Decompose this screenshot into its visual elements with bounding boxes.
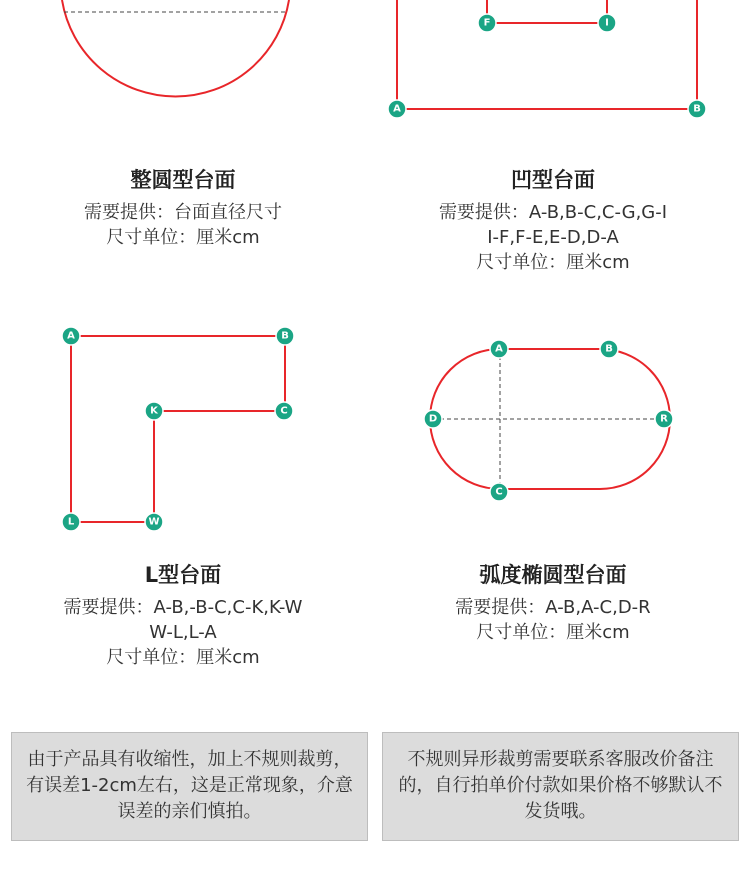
concave-outer-edge bbox=[397, 0, 697, 109]
point-a-label: A bbox=[495, 343, 503, 355]
concave-requirement-cont: I-F,F-E,E-D,D-A bbox=[487, 227, 619, 248]
concave-shape bbox=[388, 0, 706, 118]
point-d bbox=[424, 410, 442, 428]
point-c-label: C bbox=[280, 405, 288, 417]
round-title: 整圆型台面 bbox=[130, 168, 236, 192]
round-edge bbox=[62, 0, 289, 96]
round-unit: 尺寸单位：厘米cm bbox=[106, 227, 260, 248]
point-k-label: K bbox=[150, 405, 158, 417]
point-b bbox=[600, 340, 618, 358]
point-r-label: R bbox=[660, 413, 668, 425]
point-b-label: B bbox=[281, 330, 289, 342]
point-c bbox=[275, 402, 293, 420]
l-title: L型台面 bbox=[144, 563, 222, 587]
point-a-label: A bbox=[67, 330, 75, 342]
oval-caption bbox=[378, 561, 728, 645]
concave-title: 凹型台面 bbox=[511, 168, 595, 192]
point-b-label: B bbox=[605, 343, 613, 355]
point-b bbox=[276, 327, 294, 345]
point-l-label: L bbox=[67, 516, 75, 528]
point-w bbox=[145, 513, 163, 531]
l-shape-edge bbox=[71, 336, 288, 522]
round-shape bbox=[62, 0, 289, 96]
concave-inner-edge bbox=[487, 0, 607, 23]
l-unit: 尺寸单位：厘米cm bbox=[106, 647, 260, 668]
error-tolerance-note: 由于产品具有收缩性，加上不规则裁剪，有误差1-2cm左右，这是正常现象，介意误差的亲们慎拍。 bbox=[11, 732, 368, 841]
oval-requirement: 需要提供：A-B,A-C,D-R bbox=[455, 597, 651, 618]
point-f bbox=[478, 14, 496, 32]
point-w-label: W bbox=[148, 516, 160, 528]
point-c bbox=[490, 483, 508, 501]
point-a bbox=[388, 100, 406, 118]
point-b-label: B bbox=[693, 103, 701, 115]
oval-unit: 尺寸单位：厘米cm bbox=[476, 622, 630, 643]
point-d-label: D bbox=[428, 413, 438, 425]
oval-shape bbox=[424, 340, 673, 501]
round-requirement: 需要提供：台面直径尺寸 bbox=[84, 202, 282, 223]
point-a-label: A bbox=[393, 103, 401, 115]
point-a bbox=[62, 327, 80, 345]
custom-cut-note: 不规则异形裁剪需要联系客服改价备注的，自行拍单价付款如果价格不够默认不发货哦。 bbox=[382, 732, 739, 841]
point-f-label: F bbox=[483, 17, 491, 29]
point-c-label: C bbox=[495, 486, 503, 498]
point-l bbox=[62, 513, 80, 531]
l-requirement-cont: W-L,L-A bbox=[149, 622, 217, 643]
oval-title: 弧度椭圆型台面 bbox=[479, 563, 627, 587]
round-caption bbox=[0, 166, 366, 250]
point-b bbox=[688, 100, 706, 118]
concave-requirement: 需要提供：A-B,B-C,C-G,G-I bbox=[438, 202, 668, 223]
l-requirement: 需要提供：A-B,-B-C,C-K,K-W bbox=[63, 597, 303, 618]
point-a bbox=[490, 340, 508, 358]
l-caption bbox=[0, 561, 366, 670]
point-i-label: I bbox=[605, 17, 609, 29]
point-k bbox=[145, 402, 163, 420]
oval-edge bbox=[430, 349, 670, 489]
point-i bbox=[598, 14, 616, 32]
concave-caption bbox=[378, 166, 728, 275]
concave-unit: 尺寸单位：厘米cm bbox=[476, 252, 630, 273]
point-r bbox=[655, 410, 673, 428]
l-shape bbox=[62, 327, 294, 531]
